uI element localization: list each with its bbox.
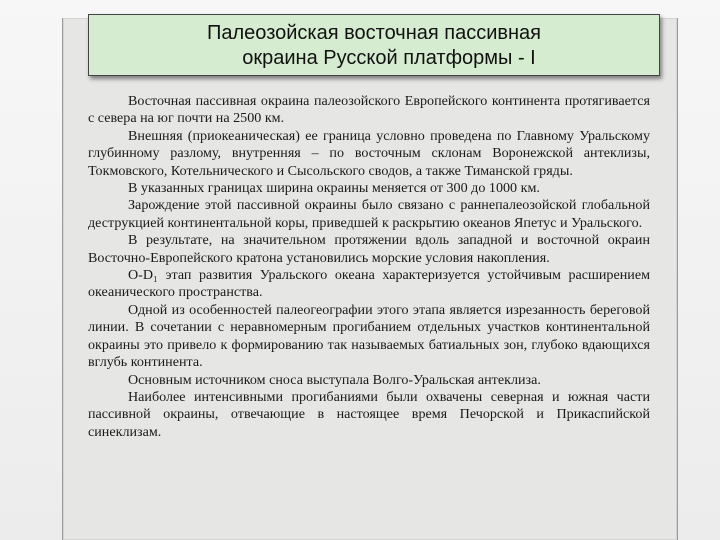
body-text [88,93,650,441]
paragraph-3: В указанных границах ширина окраины меняется от 300 до 1000 км. [128,180,540,197]
paragraph-4: Зарождение этой пассивной окраины было связано с раннепалеозойской глобальной деструкцией континентальной коры, приведшей к раскрытию океанов Япетус и Уральского. [88,197,650,231]
title-line-2: окраина Русской платформы - I [242,47,536,69]
title-line-1: Палеозойская восточная пассивная [207,22,541,44]
paragraph-2: Внешняя (приокеаническая) ее граница условно проведена по Главному Уральскому глубинному разлому, внутренняя – по восточным склонам Воронежской антеклизы, Токмовского, Котельнического и Сысольского сводов, а также Тиманской гряды. [88,127,650,179]
paragraph-9: Наиболее интенсивными прогибаниями были охвачены северная и южная части пассивной окраины, отвечающие в настоящее время Печорской и Прикаспийской синеклизам. [88,388,650,440]
paragraph-8: Основным источником сноса выступала Волго-Уральская антеклиза. [128,371,541,388]
paragraph-1: Восточная пассивная окраина палеозойского Европейского континента протягивается с севера на юг почти на 2500 км. [88,93,650,127]
paragraph-7: Одной из особенностей палеогеографии этого этапа является изрезанность береговой линии. В сочетании с неравномерным прогибанием отдельных участков континентальной окраины это привело к формированию так называемых батиальных зон, глубоко вдающихся вглубь континента. [88,301,650,371]
paragraph-5: В результате, на значительном протяжении вдоль западной и восточной окраин Восточно-Европейского кратона установились морские условия накопления. [88,232,650,266]
slide-title [88,14,660,76]
paragraph-6: O-D₁ этап развития Уральского океана характеризуется устойчивым расширением океанического пространства. [88,267,650,301]
